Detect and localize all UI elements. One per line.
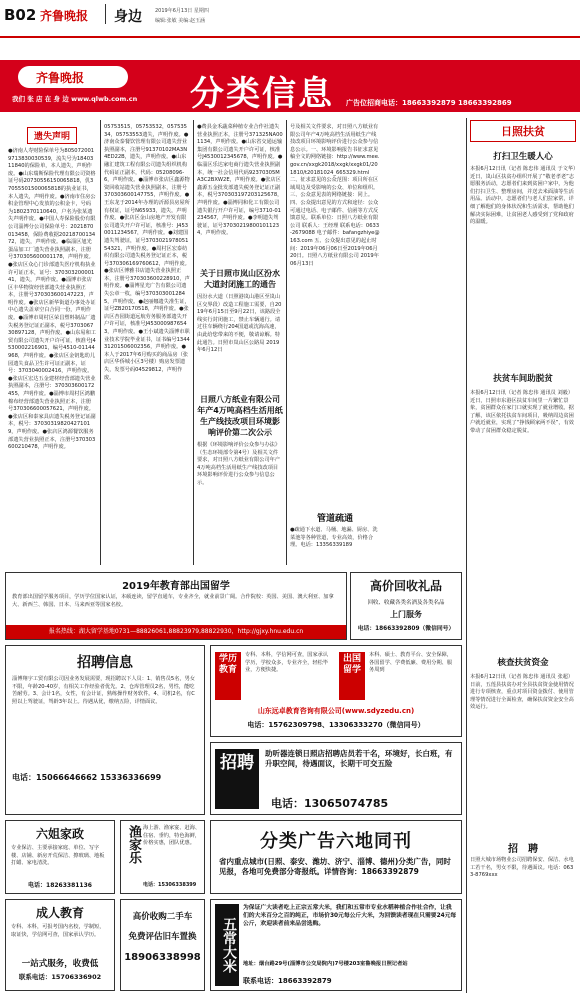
editors-line: 编辑:张敏 美编:赵玉涵 (155, 18, 205, 24)
recruit-big-tag: 招聘 (215, 749, 259, 809)
fish-big: 渔家乐 (126, 825, 141, 864)
story3-title: 核查扶贫资金 (497, 658, 549, 668)
logo-badge (18, 66, 128, 88)
jobs-body: 淄博翔宇工贸有限公司因业务发展需要，现招聘以下人员：1、销售员5名，男女不限，年龄20-40岁，有相关工作经验者优先。2、仓库管理员2名，男性，能吃苦耐劳。3、会计1名，女性，有会计证，熟练操作财务软件。4、司机2名，有C照以上驾驶证，驾龄3年以上。待遇从优，缴纳五险，详情面议。 (12, 676, 195, 705)
column-notices-4 (290, 124, 380, 564)
adult-phone: 联系电话：15706336902 (18, 973, 102, 981)
story2-body: 本报6月12日讯（记者 陈忠伟 通讯员 刘毅）近日，日照市东港区扶贫车间里一片繁忙景象，贫困群众在家门口就实现了就业增收。据了解，该区依托扶贫车间项目，吸纳周边贫困户就近就业，实现了“挣钱顾家两不误”，有效带动了贫困群众稳定脱贫。 (470, 390, 574, 434)
edu-org: 山东远卓教育咨询有限公司(www.sdyzedu.cn) (257, 707, 415, 715)
adult-title: 成人教育 (35, 906, 84, 920)
date-line: 2019年6月13日 星期四 (155, 8, 209, 14)
ad-six-city (210, 820, 462, 894)
col-rule-3 (286, 120, 287, 565)
column-notices-2: 05753515，05753532，05753534，05753553遗失，声明作废。●济南众泰餐饮管理有限公司遗失营业执照副本，注册号91370102MA3N4ED22B，遗失，声明作废。●山东融汇建筑工程有限公司遗失组织机构代码证正副本，代码：05208096-6，声明作废。●淄博市张店区鑫源物资回收站遗失营业执照副本，注册号370303600147755，声明作废。●王东龙于2014年办理的沂源县房屋所有权证，证号N65933，遗失，声明作废。●张店区金山房地产开发有限公司遗失开户许可证，核准号：J4530011234567，声明作废。●刘建国遗失驾驶证，证号370302197805154321，声明作废。●周村区宏泰纺织有限公司遗失税务登记证正本，税号370306169760612，声明作废。●张店区博雅书店遗失营业执照正本，注册号370303600228910，声明作废。●淄博星光广告有限公司遗失公章一枚，编号3703030012845，声明作废。●赵丽娜遗失准生证，证号ZB20170518，声明作废。●张店区杏园街道远航劳务服务部遗失开户许可证，核准号J4530009876543，声明作废。●王小斌遗失淄博市职业技术学院毕业证书，证书编号134431201506002356，声明作废。●本人于2017年6月购买的商品房（张店区华侨城小区3号楼）购房发票遗失，发票号码04529812，声明作废。 (104, 124, 190, 381)
sixcity-body: 省内重点城市(日照、泰安、潍坊、济宁、淄博、德州)分类广告，同时见报，各地可免费部分寄报纸。详情咨询：18663392879 (219, 857, 451, 876)
ad-education (210, 645, 462, 737)
housekeeping-body: 专业保洁、主要承接家庭、单位、写字楼、店铺、新房开荒保洁、擦玻璃、地板打蜡、家电清洗。 (11, 845, 105, 867)
poverty-heading: 日照扶贫 (470, 120, 576, 142)
page-code: B02 (4, 6, 37, 24)
car-line2: 免费评估旧车置换 (128, 932, 197, 942)
study-hotline: 报名热线：湖大留学基地0731—88826061,88823979,88822930，http://gjxy.hnu.edu.cn (6, 625, 346, 639)
recycle-body: 回收、收藏各类名酒及各类名品 (367, 600, 445, 606)
fish-phone: 电话：15306338399 (143, 882, 197, 888)
drain-heading: 管道疏通 (316, 514, 353, 524)
edu-phone: 电话：15762309798、13306333270（微信同号） (247, 721, 425, 729)
story2-title: 扶贫车间助脱贫 (493, 374, 553, 384)
degree-body: 专科、本科，学信网可查，国家承认学历，学校众多，专业齐全，轻松毕业，方便快捷。 (245, 652, 329, 674)
paper-name: 齐鲁晚报 (40, 9, 89, 23)
housekeeping-phone: 电话：18263381136 (28, 882, 92, 889)
col4-body: 号及相关文件要求，对日照八方纸业有限公司年产4万吨高档生活用纸生产线技改项目环境影响评价进行公众参与信息公示。一、环境影响报告书征求意见稿全文的网络链接：http://www.mee.gov.cn/xxgk2018/xxgk/xxgk01/201810/t20181024_665329.html 二、征求意见的公众范围：项目所在区域周边及受影响的公众、单位和组织。三、公众意见表的网络链接：同上。四、公众提出意见的方式和途径：公众可通过电话、电子邮件、信函等方式反馈意见。联系单位：日照八方纸业有限公司 联系人：王经理 联系电话：0633-2679088 电子邮件：bafangzhiye@163.com 五、公众提出意见的起止时间：2019年06月06日至2019年06月20日。日照八方纸业有限公司 2019年06月13日 (290, 124, 380, 267)
section-name: 身边 (114, 9, 142, 25)
story3-body: 本报6月12日讯（记者 陈忠伟 通讯员 张超）日前，五莲县扶贫办对全县扶贫资金使用情况进行专项核查，重点对项目资金拨付、使用管理等情况进行全面检查，确保扶贫资金安全高效运行。 (470, 674, 574, 711)
abroad-body: 本科、硕士、教育平台、安全保障，各国留学、学费低廉、费用分期、服务周到 (369, 652, 453, 674)
ad-adult-education (5, 899, 115, 991)
housekeeping-title: 六姐家政 (35, 827, 84, 841)
eia-notice-title: 日照八方纸业有限公司年产4万吨高档生活用纸生产线技改项目环境影响评价第二次公示 (197, 395, 283, 437)
ad-fisherman-resort (120, 820, 205, 894)
banner-hotline: 广告位招商电话：18663392879 18663392869 (346, 99, 512, 107)
rice-body: 为保证广大读者吃上正宗五常大米，我们和五常市专业水稻种植合作社合作，让我们的大米百分之百的纯正，市场价30元每公斤大米，为回馈读者现在只需要24元每公斤，欢迎读者前来品尝选购。 (243, 905, 457, 927)
recycle-title: 高价回收礼品 (369, 579, 442, 593)
column-notices-3 (197, 124, 283, 564)
adult-subtitle: 一站式服务，收费低 (21, 959, 99, 969)
col-rule-4 (466, 118, 467, 993)
lost-heading: 遗失声明 (27, 127, 77, 144)
car-line1: 高价收购二手车 (132, 912, 193, 922)
lost-body: ●济南人寿财险保单号为8050720019713830030539，流失号为1840311840的保险单，本人遗失，声明作废。●山东瑞斯保险代理有限公司资格证号码20730556150065818，仉37055501500065818的执业证书，本人遗失，声明作废。●济南市住房公积金管理中心发放的公积金卡，号码为1802370110640，户名为张某遗失声明作废。●中国人寿保险股份有限公司淄博分公司保险单号：2021870013458，保险费收据2021870013472，遗失，声明作废。●临淄区旭光蛋品加工厂遗失营业执照副本，注册号370305600001178，声明作废。●张店区众心门诊部遗失医疗机构执业许可证正本，证号：37030320000141，遗失，声明作废。●淄博市张店区丰华物资经营部遗失营业执照正本，注册号370303600147223，声明作废。●张店区新华街道办事处办证中心遗失盖章空白合同一份，声明作废。●淄博市周村区荣昌塑料制品厂遗失税务登记证正副本，税号370306730897128，声明作废。●山东易和工贸有限公司遗失开户许可证，核准号J4530002216901，编号4510-01144968，声明作废。●张店区金钥匙幼儿园遗失食品卫生许可证正副本，证号：3703040002416，声明作废。●张店区宏达五金建材经营部遗失营业执照副本，注册号：370303600172455，声明作废。●淄博市周村区鸿鹏棉布经营部遗失营业执照正本，注册号370306600057621，声明作废。●张店区和泰家具店遗失税务登记证副本，税号：370303198204271019，声明作废。●张店区鸿源餐饮服务部遗失营业执照正本，注册号370303600210478，声明作废。 (8, 148, 96, 451)
adult-body: 专科、本科，可报考国内名校，学制短，取证快，学信网可查，国家承认学历。 (11, 924, 105, 938)
page-header (0, 0, 580, 38)
drain-body: ●疏通下水道、马桶、地漏、厨房、洗菜池等各种管道，专业高效，价格合理。电话：13356339189 (290, 527, 378, 549)
recruit-heading: 招 聘 (508, 844, 538, 855)
ad-jobs-info (5, 645, 205, 815)
jobs-title: 招聘信息 (77, 655, 133, 671)
ad-wuchang-rice (210, 899, 462, 991)
sixcity-title: 分类广告六地同刊 (260, 831, 412, 852)
header-divider (105, 4, 106, 24)
logo-text: 齐鲁晚报 (36, 71, 85, 85)
ad-recruit-hearing (210, 742, 462, 815)
rice-address: 地址：烟台路29号(淄博市公交局院内)7号楼203室鲁晚报日照记者站 (243, 961, 408, 967)
fish-body: 海上游、渔家宴、赶海、住宿、垂钓，特色海鲜，价格实惠，团队优惠。 (143, 825, 201, 847)
car-phone: 18906338998 (124, 952, 201, 963)
ad-used-car (120, 899, 205, 991)
banner-title: 分类信息 (190, 74, 334, 114)
rice-big-tag: 五常大米 (215, 904, 239, 986)
col-rule-1 (100, 120, 101, 565)
rice-phone: 联系电话：18663392879 (243, 977, 332, 985)
recycle-service: 上门服务 (390, 610, 422, 619)
study-body: 教育部出国留学服务项目，学历学位国家认证，本硕连读，留学直通车，专业齐全，就业前景广阔。合作院校：英国、美国、澳大利亚、加拿大、新西兰、韩国、日本、马来西亚等国家名校。 (12, 594, 334, 608)
degree-tag: 学历教育 (215, 652, 241, 700)
ad-gift-recycle (350, 572, 462, 640)
column-poverty-relief (470, 120, 576, 992)
recruit-ad-phone: 电话：13065074785 (271, 797, 389, 810)
col3-body: ●费县金禾蔬菜种植专业合作社遗失营业执照正本，注册号371325NA001134，声明作废。●山东省交通运输集团有限公司遗失开户许可证，核准号J4530012345678，声明作废。●临淄区乐达家电商行遗失营业执照副本，统一社会信用代码92370305MA3C2BXW2E，声明作废。●张店区鑫源五金批发部遗失税务登记证正副本，税号370303197203125678，声明作废。●淄博同和化工有限公司遗失银行开户许可证，编号3710-01234567，声明作废。●李明遗失驾驶证，证号370302198001011234，声明作废。 (197, 124, 283, 237)
recruit-body: 日照大城市场物业公司招聘保安、保洁、水电工若干名，男女不限，待遇面议。电话：0633-8769xxx (470, 857, 574, 879)
col-rule-2 (193, 120, 194, 565)
lost-heading-wrap (8, 124, 96, 144)
ad-study-abroad (5, 572, 347, 640)
eia-notice-body: 根据《环境影响评价公众参与办法》（生态环境部令第4号）及相关文件要求，对日照八方纸业有限公司年产4万吨高档生活用纸生产线技改项目环境影响评价进行公众参与信息公示。 (197, 442, 281, 486)
road-closure-title: 关于日照市岚山区汾水大道封闭施工的通告 (200, 269, 280, 289)
column-lost-notices (8, 118, 96, 566)
recruit-ad-body: 助听器连锁日照店招聘店员若干名，环境好，长白班，有升职空间，待遇面议，长期干可交五险 (265, 749, 453, 768)
drain-heading-wrap (290, 506, 380, 525)
study-title: 2019年教育部出国留学 (122, 581, 230, 592)
story1-title: 打扫卫生暖人心 (493, 152, 553, 162)
jobs-phone: 电话：15066646662 15336336699 (12, 773, 162, 782)
classified-banner (0, 60, 580, 112)
road-closure-body: 因汾水大道（日照港岚山港区至岚山区交界段）改造工程施工需要，自2019年6月15日至9月22日，该路段全线实行封闭施工，禁止车辆通行。请过往车辆绕行204国道或沈海高速，由此给您带来的不便，敬请谅解。特此通告。日照市岚山区公路局 2019年6月12日 (197, 294, 282, 354)
abroad-tag: 出国留学 (339, 652, 365, 700)
recycle-phone: 电话：18663392809（微信同号） (357, 626, 455, 632)
ad-housekeeping (5, 820, 115, 894)
banner-slogan: 我们 张 店 在 身 边 www.qlwb.com.cn (12, 95, 138, 103)
story1-body: 本报6月12日讯（记者 陈忠伟 通讯员 于文华）近日，岚山区扶贫办组织开展了“敬老孝老”志愿服务活动，志愿者们来到贫困户家中，为他们打扫卫生、整理房间，并送去米面油等生活用品。活动中，志愿者们与老人们拉家常，详细了解他们的身体状况和生活需求，帮助他们解决实际困难，让贫困老人感受到了党和政府的温暖。 (470, 166, 576, 226)
